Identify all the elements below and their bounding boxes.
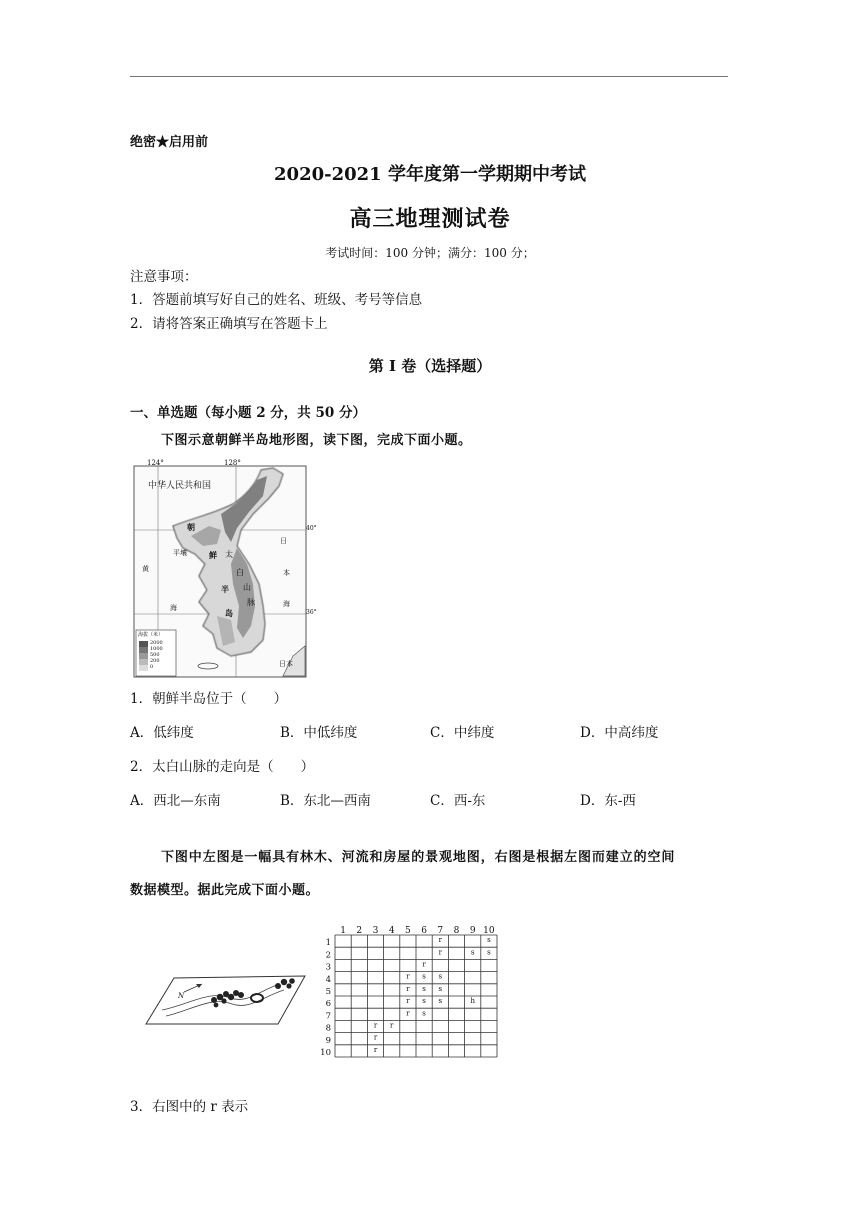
grid-row-label: 7 [325, 1011, 331, 1022]
grid-cell-s: s [438, 997, 443, 1006]
question-1-option-c: C．中纬度 [430, 725, 495, 741]
grid-cell-s: s [438, 972, 443, 981]
grid-cell-h: h [470, 997, 475, 1006]
grid-row-label: 2 [325, 950, 331, 961]
grid-cell-r: r [373, 1045, 378, 1054]
grid-col-label: 9 [469, 926, 476, 936]
secret-label: 绝密★启用前 [130, 135, 209, 150]
group1-intro: 下图示意朝鲜半岛地形图，读下图，完成下面小题。 [161, 433, 472, 448]
korea-char-1: 朝 [187, 522, 195, 532]
grid-cell-s: s [422, 1009, 426, 1018]
grid-row-label: 5 [325, 987, 331, 997]
grid-col-label: 2 [356, 926, 363, 936]
section-title: 第 I 卷（选择题） [368, 357, 492, 375]
legend-value-0: 0 [150, 664, 154, 670]
sea-japan-char-3: 海 [283, 600, 290, 608]
japan-label: 日本 [279, 660, 293, 668]
grid-col-label: 10 [483, 926, 495, 936]
header-rule [130, 76, 728, 77]
grid-col-label: 8 [453, 926, 460, 936]
grid-row-label: 9 [325, 1035, 331, 1046]
notes-heading: 注意事项： [130, 269, 198, 285]
grid-cell-r: r [373, 1021, 378, 1030]
grid-cell-r: r [438, 948, 442, 957]
north-label: N [178, 992, 185, 1000]
notes-item-1: 1．答题前填写好自己的姓名、班级、考号等信息 [130, 292, 423, 308]
lon-label-124: 124° [147, 459, 164, 467]
group2-intro-line-2: 数据模型。据此完成下面小题。 [130, 883, 320, 898]
grid-cell-r: r [422, 960, 426, 969]
lat-label-36: 36° [306, 609, 317, 616]
legend-value-2000: 2000 [150, 640, 163, 646]
grid-cell-s: s [438, 984, 443, 993]
question-2-option-c: C．西-东 [430, 793, 486, 809]
grid-row-label: 8 [325, 1023, 331, 1034]
notes-item-2: 2．请将答案正确填写在答题卡上 [130, 316, 328, 332]
question-2-option-d: D．东-西 [580, 793, 636, 809]
question-2-stem: 2．太白山脉的走向是（ ） [130, 759, 315, 775]
exam-title: 2020-2021 学年度第一学期期中考试 [274, 164, 586, 185]
yellow-sea-char-1: 黄 [142, 565, 149, 573]
korea-char-4: 岛 [225, 608, 233, 618]
grid-col-label: 6 [421, 926, 427, 936]
part-title: 一、单选题（每小题 2 分，共 50 分） [130, 405, 366, 421]
exam-info: 考试时间：100 分钟；满分：100 分； [325, 246, 535, 260]
pyongyang-label: 平壤 [173, 549, 187, 557]
grid-row-label: 1 [325, 938, 331, 949]
sea-japan-char-2: 本 [283, 569, 290, 577]
question-3-stem: 3．右图中的 r 表示 [130, 1099, 249, 1115]
grid-row-label: 6 [325, 999, 331, 1010]
legend-title: 海拔（米） [138, 632, 164, 638]
lat-label-40: 40° [306, 525, 317, 532]
grid-col-label: 1 [340, 926, 346, 936]
grid-col-label: 4 [388, 926, 395, 936]
range-char-4: 脉 [247, 598, 255, 607]
range-char-3: 山 [243, 583, 251, 592]
legend-value-200: 200 [150, 658, 160, 664]
grid-col-label: 3 [372, 926, 379, 936]
lon-label-128: 128° [224, 459, 241, 467]
grid-row-label: 3 [325, 962, 331, 973]
korea-terrain-map [133, 456, 317, 678]
sea-japan-char-1: 日 [280, 537, 287, 545]
grid-cell-s: s [422, 997, 426, 1006]
grid-row-label: 4 [325, 974, 331, 985]
grid-cell-r: r [390, 1021, 394, 1030]
grid-cell-r: r [373, 1033, 378, 1042]
grid-cell-r: r [406, 997, 410, 1006]
grid-cell-r: r [406, 972, 410, 981]
grid-row-label: 10 [320, 1048, 331, 1058]
grid-cell-s: s [422, 972, 426, 981]
grid-col-label: 5 [405, 926, 411, 936]
question-2-option-b: B．东北—西南 [280, 793, 371, 809]
question-1-stem: 1．朝鲜半岛位于（ ） [130, 691, 288, 707]
yellow-sea-char-2: 海 [170, 604, 177, 612]
grid-cell-s: s [487, 948, 491, 957]
korea-char-2: 鲜 [209, 550, 217, 560]
question-1-option-d: D．中高纬度 [580, 725, 659, 741]
exam-subtitle: 高三地理测试卷 [349, 206, 511, 232]
grid-cell-r: r [406, 984, 410, 993]
grid-cell-s: s [422, 984, 426, 993]
question-2-option-a: A．西北—东南 [130, 793, 221, 809]
legend-value-1000: 1000 [150, 646, 163, 652]
range-char-2: 白 [236, 568, 244, 577]
spatial-data-grid [313, 923, 509, 1067]
question-1-option-b: B．中低纬度 [280, 725, 358, 741]
question-1-option-a: A．低纬度 [130, 725, 194, 741]
korea-char-3: 半 [221, 584, 229, 594]
grid-cell-s: s [470, 948, 475, 957]
grid-cell-r: r [438, 936, 442, 945]
grid-col-label: 7 [437, 926, 444, 936]
landscape-sketch [140, 960, 310, 1028]
group2-intro-line-1: 下图中左图是一幅具有林木、河流和房屋的景观地图，右图是根据左图而建立的空间 [161, 850, 676, 865]
grid-cell-s: s [487, 936, 491, 945]
legend-value-500: 500 [150, 652, 160, 658]
country-label: 中华人民共和国 [148, 481, 212, 491]
range-char-1: 太 [225, 550, 233, 559]
grid-cell-r: r [406, 1009, 410, 1018]
